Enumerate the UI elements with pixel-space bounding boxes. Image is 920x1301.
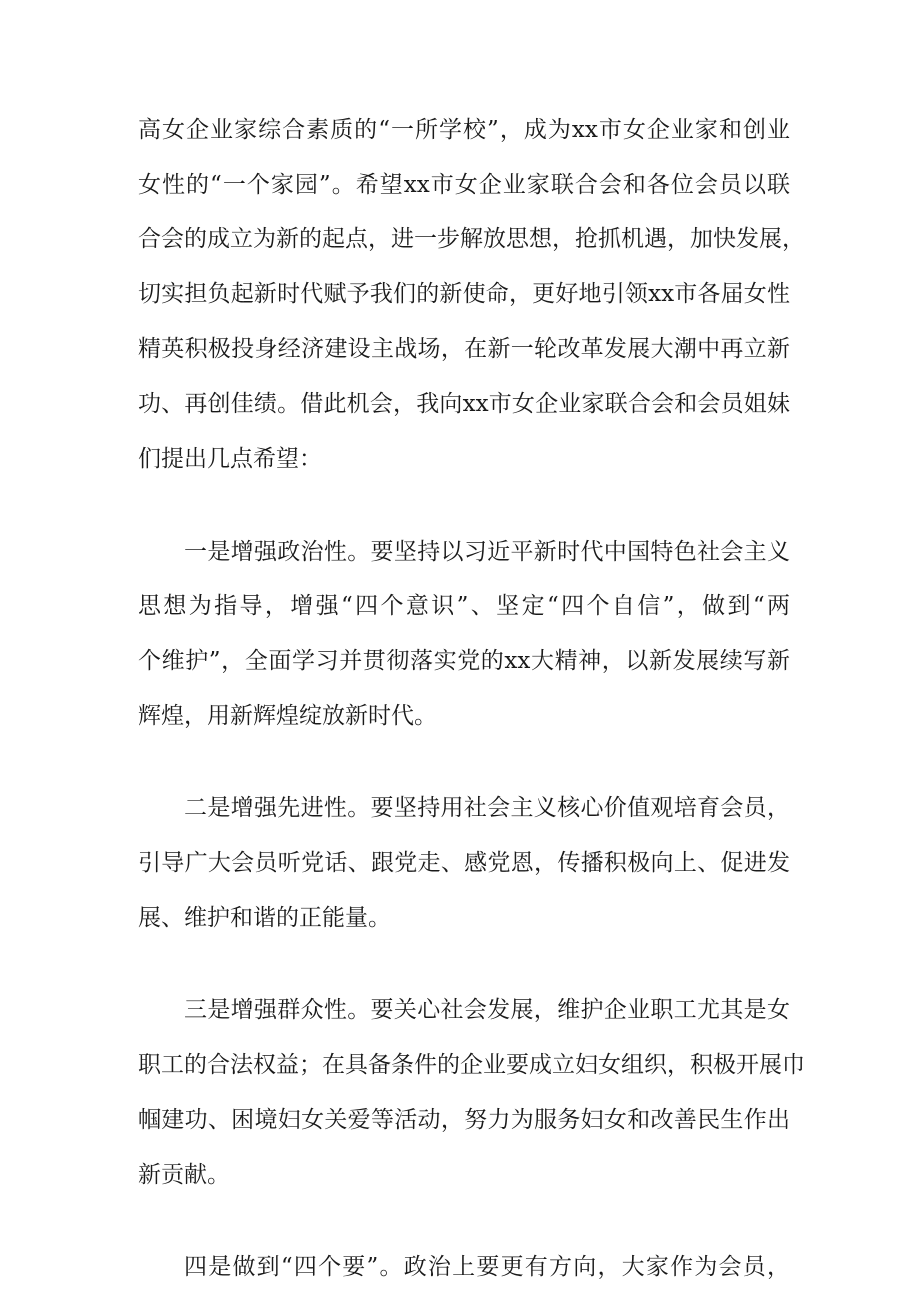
text-line: 切实担负起新时代赋予我们的新使命，更好地引领xx市各届女性 — [138, 281, 790, 307]
text-line: 展、维护和谐的正能量。 — [138, 905, 391, 931]
text-line: 新贡献。 — [138, 1162, 230, 1188]
text-line: 个维护”，全面学习并贯彻落实党的xx大精神，以新发展续写新 — [138, 648, 790, 674]
text-line: 三是增强群众性。要关心社会发展，维护企业职工尤其是女 — [184, 997, 790, 1023]
text-line: 二是增强先进性。要坚持用社会主义核心价值观培育会员， — [184, 795, 790, 821]
text-line: 女性的“一个家园”。希望xx市女企业家联合会和各位会员以联 — [138, 172, 790, 198]
text-line: 四是做到“四个要”。政治上要更有方向，大家作为会员， — [184, 1254, 790, 1280]
text-line: 精英积极投身经济建设主战场，在新一轮改革发展大潮中再立新 — [138, 336, 790, 362]
text-line: 功、再创佳绩。借此机会，我向xx市女企业家联合会和会员姐妹 — [138, 391, 790, 417]
text-line: 一是增强政治性。要坚持以习近平新时代中国特色社会主义 — [184, 539, 790, 565]
text-line: 引导广大会员听党话、跟党走、感党恩，传播积极向上、促进发 — [138, 850, 790, 876]
text-line: 们提出几点希望： — [138, 446, 322, 472]
text-line: 合会的成立为新的起点，进一步解放思想，抢抓机遇，加快发展， — [138, 226, 805, 252]
text-line: 辉煌，用新辉煌绽放新时代。 — [138, 703, 437, 729]
text-line: 职工的合法权益；在具备条件的企业要成立妇女组织，积极开展巾 — [138, 1052, 805, 1078]
text-line: 思想为指导，增强“四个意识”、坚定“四个自信”，做到“两 — [138, 593, 790, 619]
text-line: 帼建功、困境妇女关爱等活动，努力为服务妇女和改善民生作出 — [138, 1107, 790, 1133]
text-line: 高女企业家综合素质的“一所学校”，成为xx市女企业家和创业 — [138, 117, 790, 143]
